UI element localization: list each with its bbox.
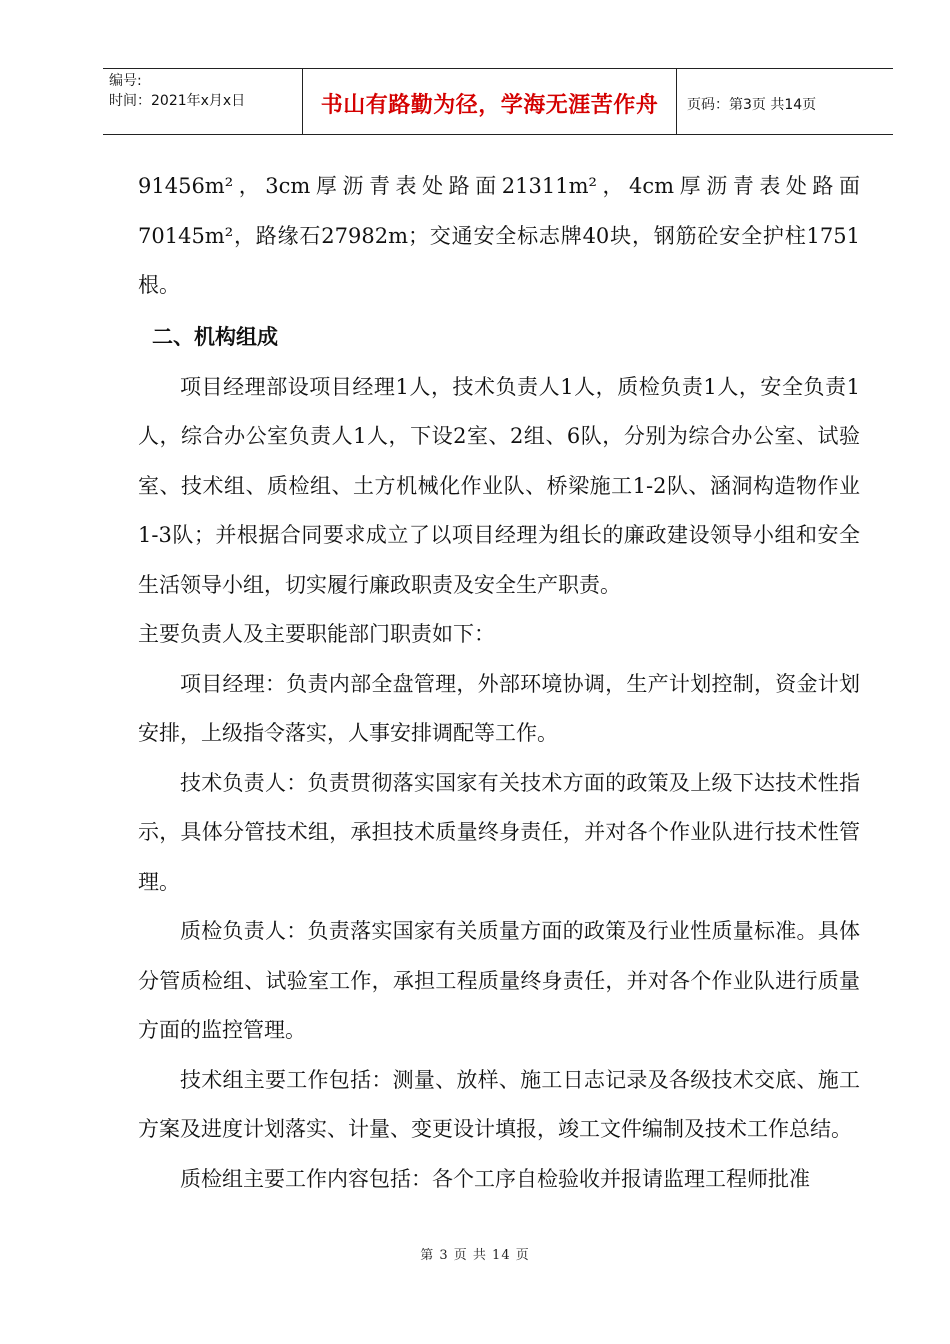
page-header xyxy=(103,68,893,135)
header-page-info: 页码：第3页 共14页 xyxy=(687,96,817,113)
paragraph-technical-group: 技术组主要工作包括：测量、放样、施工日志记录及各级技术交底、施工方案及进度计划落实、计量、变更设计填报，竣工文件编制及技术工作总结。 xyxy=(138,1067,860,1141)
paragraph-continued: 91456m²，3cm厚沥青表处路面21311m²，4cm厚沥青表处路面70145m²，路缘石27982m；交通安全标志牌40块，钢筋砼安全护柱1751根。 xyxy=(138,174,860,297)
section-title: 二、机构组成 xyxy=(152,324,278,349)
paragraph-project-manager: 项目经理：负责内部全盘管理，外部环境协调，生产计划控制，资金计划安排，上级指令落实，人事安排调配等工作。 xyxy=(138,671,860,745)
time-label: 时间：2021年x月x日 xyxy=(109,93,246,109)
paragraph-organization: 项目经理部设项目经理1人，技术负责人1人，质检负责1人，安全负责1人，综合办公室负责人1人，下设2室、2组、6队，分别为综合办公室、试验室、技术组、质检组、土方机械化作业队、桥梁施工1-2队、涵洞构造物作业1-3队；并根据合同要求成立了以项目经理为组长的廉政建设领导小组和安全生活领导小组，切实履行廉政职责及安全生产职责。 xyxy=(138,374,860,597)
paragraph-organization-tail: 主要负责人及主要职能部门职责如下： xyxy=(138,622,495,646)
paragraph-technical-lead: 技术负责人：负责贯彻落实国家有关技术方面的政策及上级下达技术性指示，具体分管技术组，承担技术质量终身责任，并对各个作业队进行技术性管理。 xyxy=(138,770,860,894)
page-footer: 第 3 页 共 14 页 xyxy=(420,1248,530,1263)
paragraph-quality-lead: 质检负责人：负责落实国家有关质量方面的政策及行业性质量标准。具体分管质检组、试验室工作，承担工程质量终身责任，并对各个作业队进行质量方面的监控管理。 xyxy=(138,919,860,1042)
header-meta xyxy=(103,69,303,134)
number-label: 编号: xyxy=(109,73,142,89)
document-body xyxy=(138,162,860,1204)
header-motto: 书山有路勤为径，学海无涯苦作舟 xyxy=(303,69,677,134)
paragraph-quality-group: 质检组主要工作内容包括：各个工序自检验收并报请监理工程师批准 xyxy=(180,1166,810,1191)
